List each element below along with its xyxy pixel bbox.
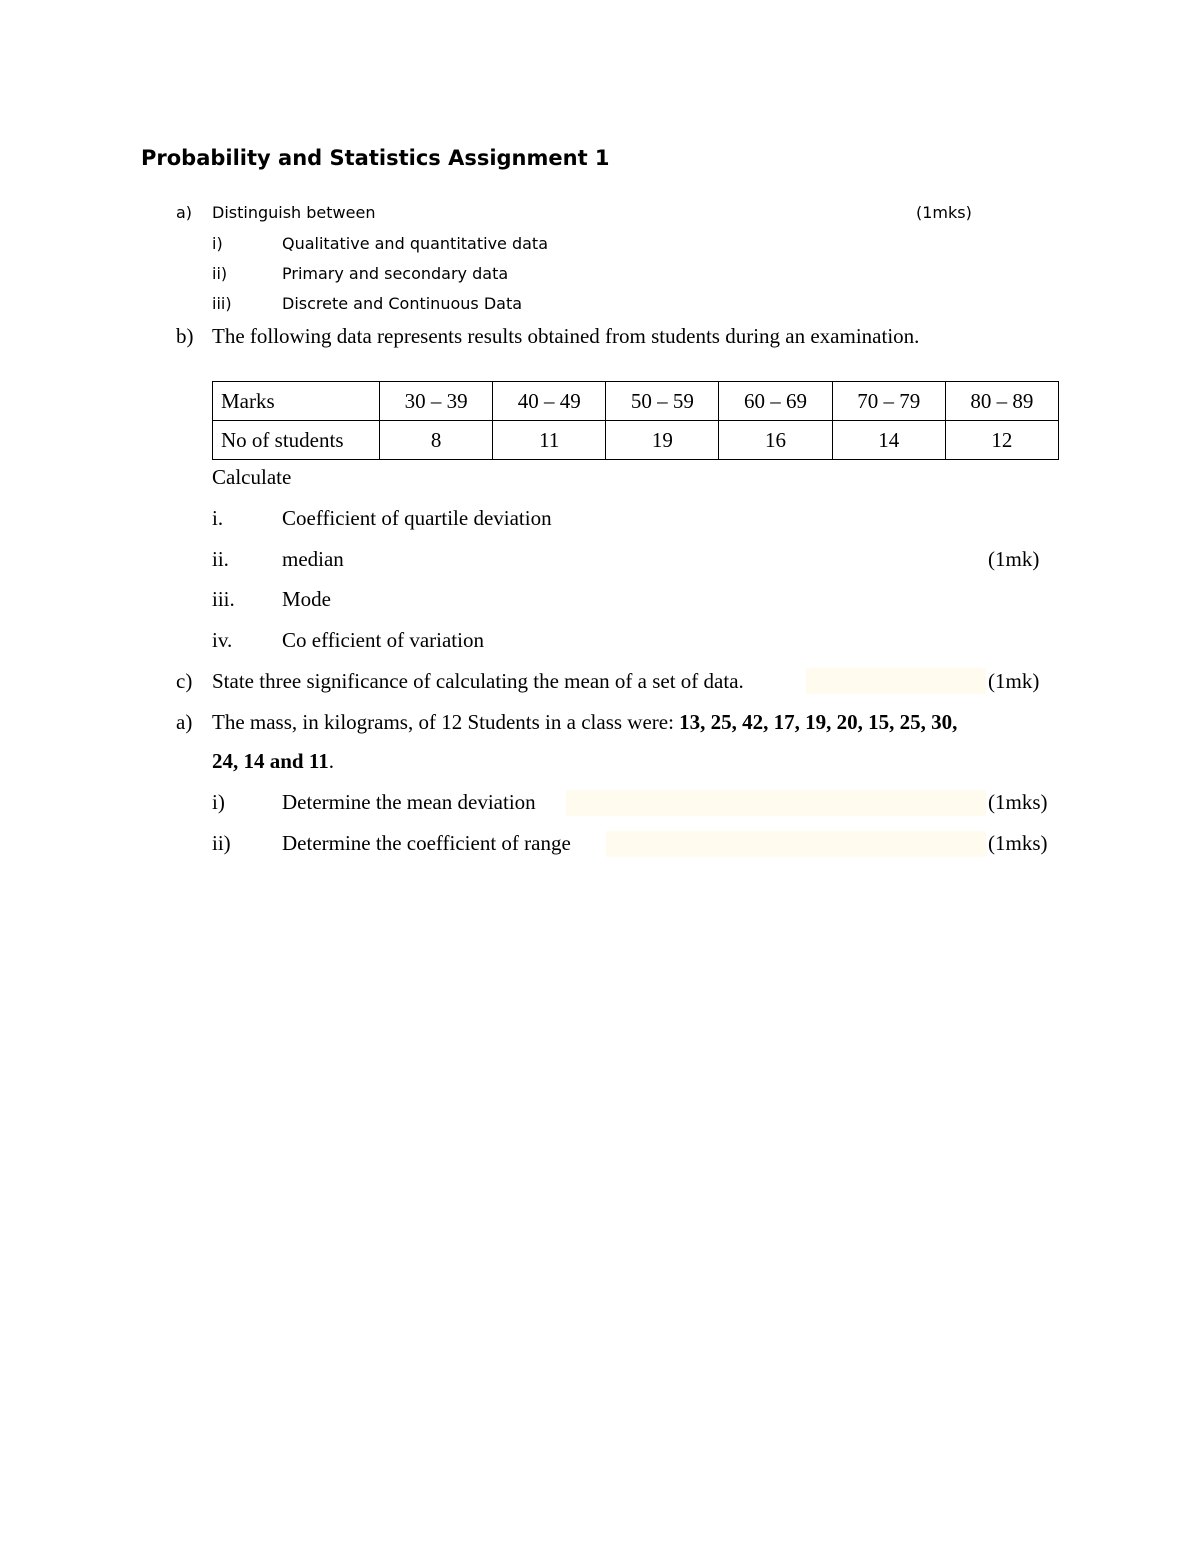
table-header-label: Marks [213,382,380,421]
table-row [213,382,1059,421]
mass-values-line2: 24, 14 and 11 [212,749,329,773]
text-highlight [606,831,986,857]
question-a-item-number: iii) [212,294,232,313]
marks-frequency-table [212,381,1059,460]
question-a-item-text: Primary and secondary data [282,264,509,283]
question-b-item-marks: (1mk) [988,547,1040,571]
calculate-label: Calculate [212,465,292,489]
page-title: Probability and Statistics Assignment 1 [141,146,610,170]
question-b-item-number: i. [212,506,224,530]
table-cell: 11 [493,421,606,460]
question-mass-item-text: Determine the coefficient of range [282,831,571,855]
table-cell: 12 [945,421,1058,460]
table-header-cell: 50 – 59 [606,382,719,421]
question-mass-item-text: Determine the mean deviation [282,790,536,814]
table-cell: 8 [380,421,493,460]
question-b-item-text: Co efficient of variation [282,628,484,652]
table-header-cell: 60 – 69 [719,382,832,421]
question-a-item-number: i) [212,234,223,253]
question-b-item-text: median [282,547,344,571]
table-header-cell: 30 – 39 [380,382,493,421]
mass-values-end: . [328,749,334,773]
question-b-item-number: ii. [212,547,229,571]
question-a-letter: a) [176,203,193,222]
question-mass-item-number: ii) [212,831,231,855]
question-mass-item-marks: (1mks) [988,831,1048,855]
question-c-text: State three significance of calculating the mean of a set of data. [212,669,744,693]
table-row [213,421,1059,460]
text-highlight [806,668,986,694]
question-mass-text [212,710,957,735]
table-cell: 16 [719,421,832,460]
question-c-marks: (1mk) [988,669,1040,693]
question-b-item-number: iv. [212,628,233,652]
question-mass-text-continued [212,749,334,774]
question-b-letter: b) [176,324,194,348]
question-a-item-text: Discrete and Continuous Data [282,294,523,313]
question-mass-item-marks: (1mks) [988,790,1048,814]
question-b-item-text: Mode [282,587,331,611]
question-b-text: The following data represents results obtained from students during an examination. [212,324,920,348]
table-header-cell: 40 – 49 [493,382,606,421]
table-cell: 14 [832,421,945,460]
table-cell: 19 [606,421,719,460]
question-mass-item-number: i) [212,790,225,814]
question-a-marks: (1mks) [916,203,972,222]
text-highlight [566,790,986,816]
table-header-cell: 70 – 79 [832,382,945,421]
question-a-item-number: ii) [212,264,228,283]
question-c-letter: c) [176,669,193,693]
question-mass-letter: a) [176,710,193,734]
question-a-item-text: Qualitative and quantitative data [282,234,549,253]
question-b-item-number: iii. [212,587,235,611]
mass-values-line1: 13, 25, 42, 17, 19, 20, 15, 25, 30, [679,710,958,734]
table-header-cell: 80 – 89 [945,382,1058,421]
table-row-label: No of students [213,421,380,460]
question-mass-intro: The mass, in kilograms, of 12 Students in a class were: [212,710,680,734]
question-a-text: Distinguish between [212,203,376,222]
question-b-item-text: Coefficient of quartile deviation [282,506,552,530]
